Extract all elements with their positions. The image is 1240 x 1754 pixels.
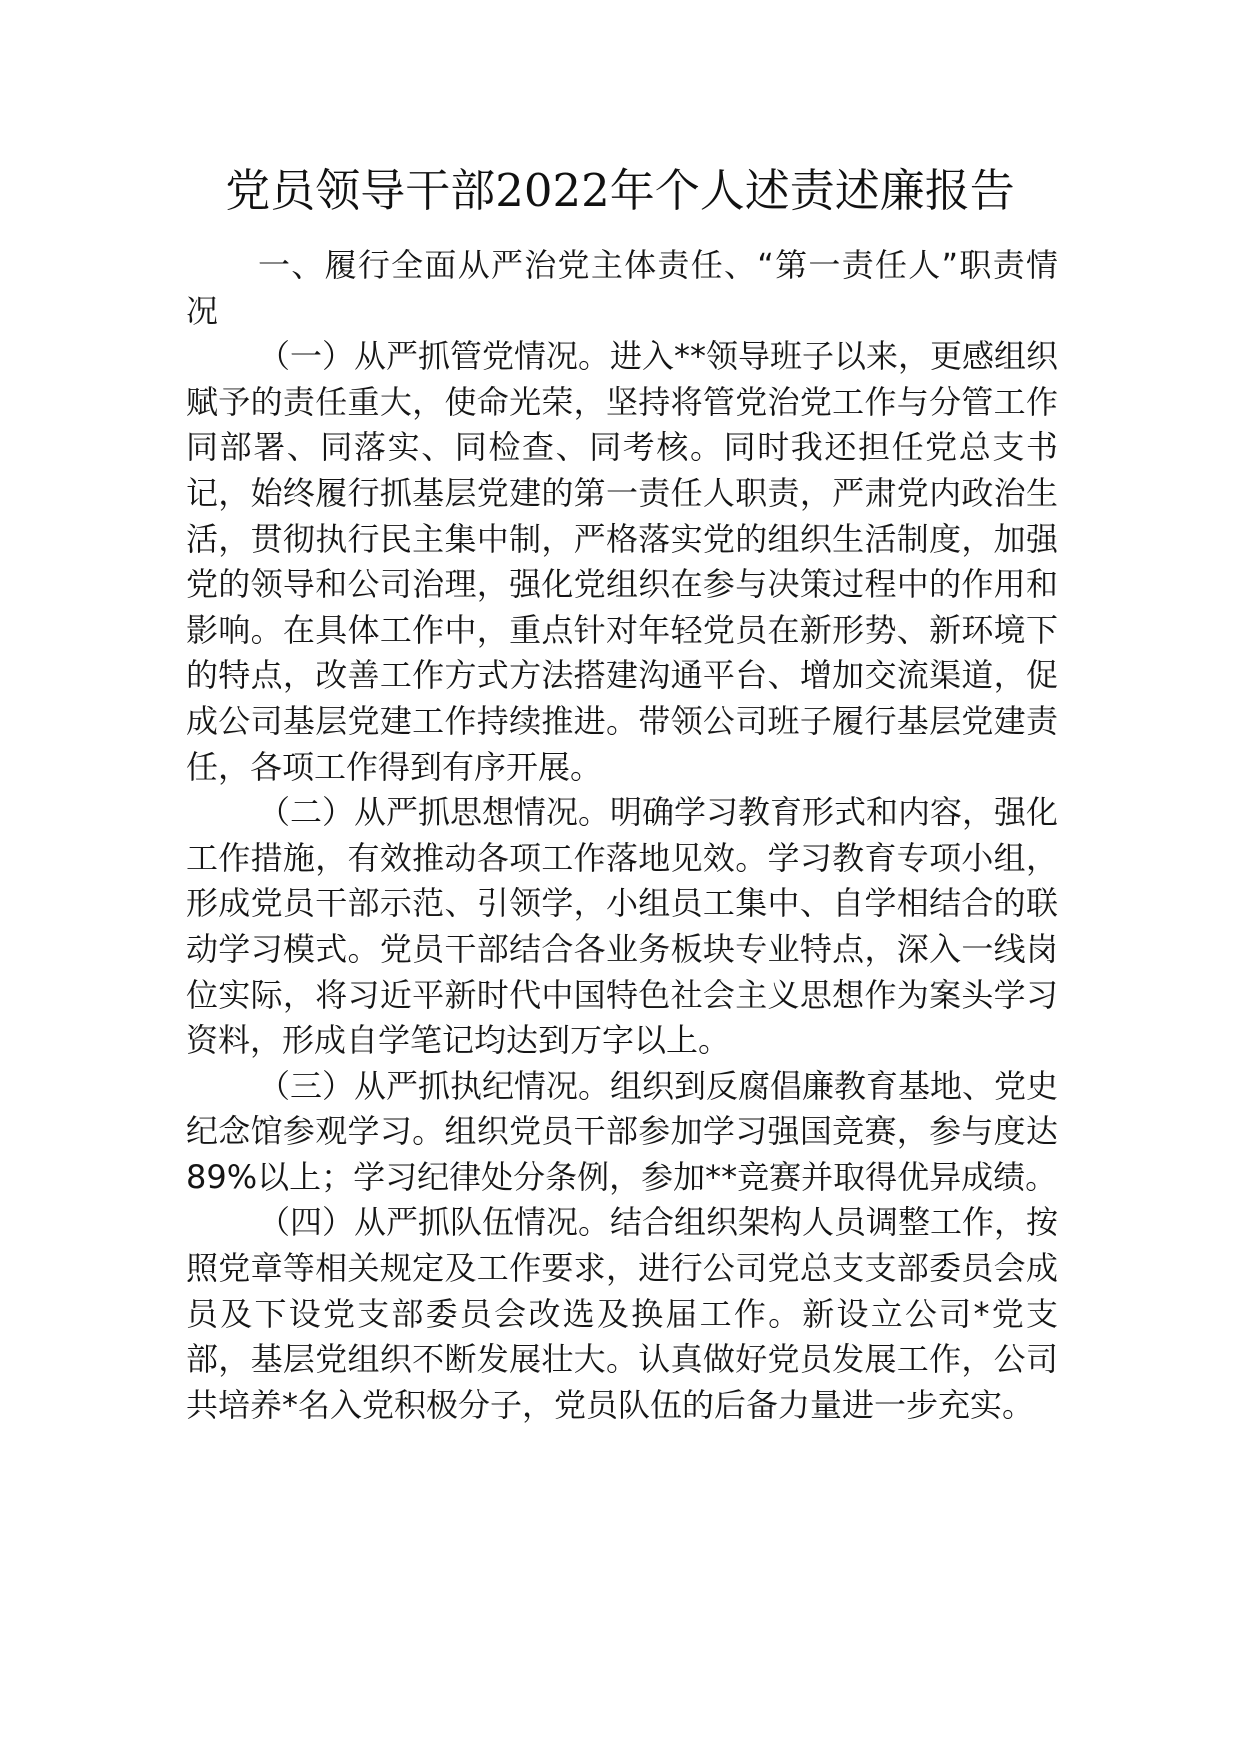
paragraph-ideology: （二）从严抓思想情况。明确学习教育形式和内容，强化工作措施，有效推动各项工作落地见效。学习教育专项小组，形成党员干部示范、引领学，小组员工集中、自学相结合的联动学习模式。党员干部结合各业务板块专业特点，深入一线岗位实际，将习近平新时代中国特色社会主义思想作为案头学习资料，形成自学笔记均达到万字以上。 [186,793,1059,1060]
document-title: 党员领导干部2022年个人述责述廉报告 [225,164,1015,217]
paragraph-party-management: （一）从严抓管党情况。进入**领导班子以来，更感组织赋予的责任重大，使命光荣，坚持将管党治党工作与分管工作同部署、同落实、同检查、同考核。同时我还担任党总支书记，始终履行抓基层党建的第一责任人职责，严肃党内政治生活，贯彻执行民主集中制，严格落实党的组织生活制度，加强党的领导和公司治理，强化党组织在参与决策过程中的作用和影响。在具体工作中，重点针对年轻党员在新形势、新环境下的特点，改善工作方式方法搭建沟通平台、增加交流渠道，促成公司基层党建工作持续推进。带领公司班子履行基层党建责任，各项工作得到有序开展。 [186,337,1059,786]
paragraph-team-building: （四）从严抓队伍情况。结合组织架构人员调整工作，按照党章等相关规定及工作要求，进行公司党总支支部委员会成员及下设党支部委员会改选及换届工作。新设立公司*党支部，基层党组织不断发展壮大。认真做好党员发展工作，公司共培养*名入党积极分子，党员队伍的后备力量进一步充实。 [186,1203,1059,1424]
section-heading-1: 一、履行全面从严治党主体责任、“第一责任人”职责情况 [186,246,1058,330]
document-body [186,243,1058,1428]
paragraph-discipline: （三）从严抓执纪情况。组织到反腐倡廉教育基地、党史纪念馆参观学习。组织党员干部参加学习强国竞赛，参与度达89%以上；学习纪律处分条例，参加**竞赛并取得优异成绩。 [186,1066,1059,1196]
